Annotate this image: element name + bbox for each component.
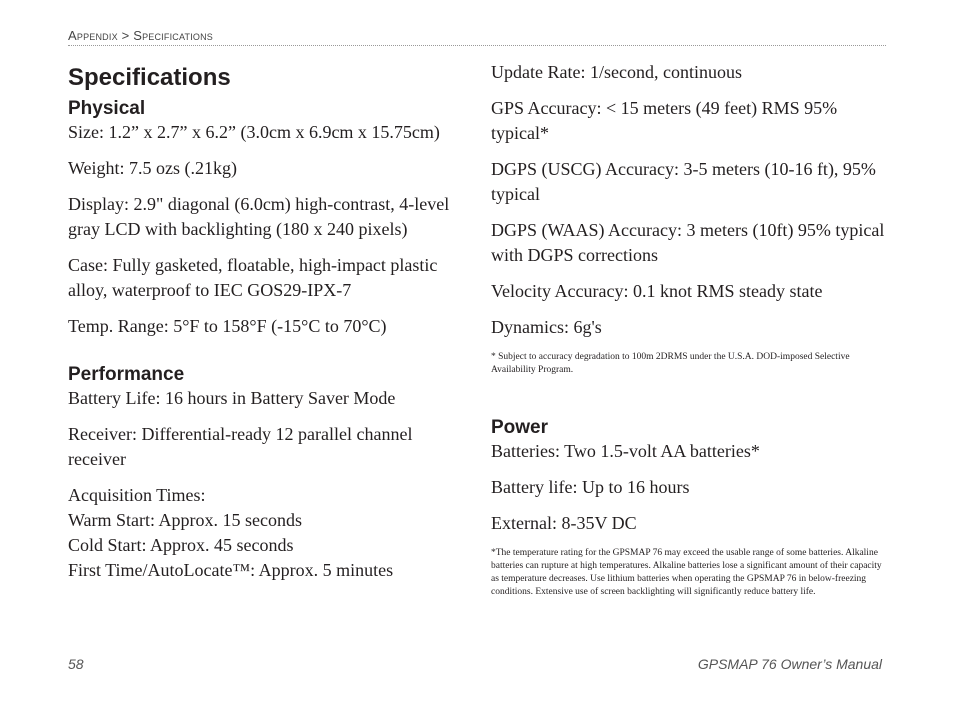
- left-column: [68, 60, 458, 594]
- spec-dynamics: Dynamics: 6g's: [491, 317, 602, 337]
- power-heading: Power: [491, 417, 549, 438]
- warm-start: Warm Start: Approx. 15 seconds: [68, 510, 303, 530]
- manual-title: GPSMAP 76 Owner’s Manual: [697, 656, 882, 672]
- page-title: Specifications: [68, 64, 231, 91]
- spec-case: Case: Fully gasketed, floatable, high-impact plastic alloy, waterproof to IEC GOS29-IPX-7: [68, 255, 438, 300]
- spec-acquisition-times: [68, 483, 458, 583]
- spec-update-rate: Update Rate: 1/second, continuous: [491, 62, 742, 82]
- spec-power-battery-life: Battery life: Up to 16 hours: [491, 477, 690, 497]
- right-column: [491, 60, 891, 599]
- spec-velocity-accuracy: Velocity Accuracy: 0.1 knot RMS steady state: [491, 281, 823, 301]
- breadcrumb: Appendix > Specifications: [68, 28, 886, 46]
- spec-gps-accuracy: GPS Accuracy: < 15 meters (49 feet) RMS 95% typical*: [491, 98, 838, 143]
- spec-battery-life: Battery Life: 16 hours in Battery Saver Mode: [68, 388, 396, 408]
- spec-external-power: External: 8-35V DC: [491, 513, 637, 533]
- temperature-footnote: *The temperature rating for the GPSMAP 76 may exceed the usable range of some batteries. Alkaline batteries can rupture at high temperatures. Alkaline batteries lose a significant amount of their capacity as temperature decreases. Use lithium batteries when operating the GPSMAP 76 in below-freezing conditions. Extensive use of screen backlighting will significantly reduce battery life.: [491, 548, 882, 597]
- acquisition-label: Acquisition Times:: [68, 485, 206, 505]
- spec-dgps-uscg: DGPS (USCG) Accuracy: 3-5 meters (10-16 ft), 95% typical: [491, 159, 876, 204]
- performance-heading: Performance: [68, 364, 185, 385]
- cold-start: Cold Start: Approx. 45 seconds: [68, 535, 294, 555]
- physical-heading: Physical: [68, 98, 146, 119]
- spec-batteries: Batteries: Two 1.5-volt AA batteries*: [491, 441, 760, 461]
- spec-display: Display: 2.9" diagonal (6.0cm) high-contrast, 4-level gray LCD with backlighting (180 x 240 pixels): [68, 194, 450, 239]
- accuracy-footnote: * Subject to accuracy degradation to 100m 2DRMS under the U.S.A. DOD-imposed Selective Availability Program.: [491, 352, 850, 375]
- spec-temp-range: Temp. Range: 5°F to 158°F (-15°C to 70°C): [68, 316, 387, 336]
- spec-receiver: Receiver: Differential-ready 12 parallel channel receiver: [68, 424, 413, 469]
- page-number: 58: [68, 656, 84, 672]
- first-time-autolocate: First Time/AutoLocate™: Approx. 5 minutes: [68, 560, 394, 580]
- spec-dgps-waas: DGPS (WAAS) Accuracy: 3 meters (10ft) 95% typical with DGPS corrections: [491, 220, 885, 265]
- spec-size: Size: 1.2” x 2.7” x 6.2” (3.0cm x 6.9cm x 15.75cm): [68, 122, 440, 142]
- spec-weight: Weight: 7.5 ozs (.21kg): [68, 158, 238, 178]
